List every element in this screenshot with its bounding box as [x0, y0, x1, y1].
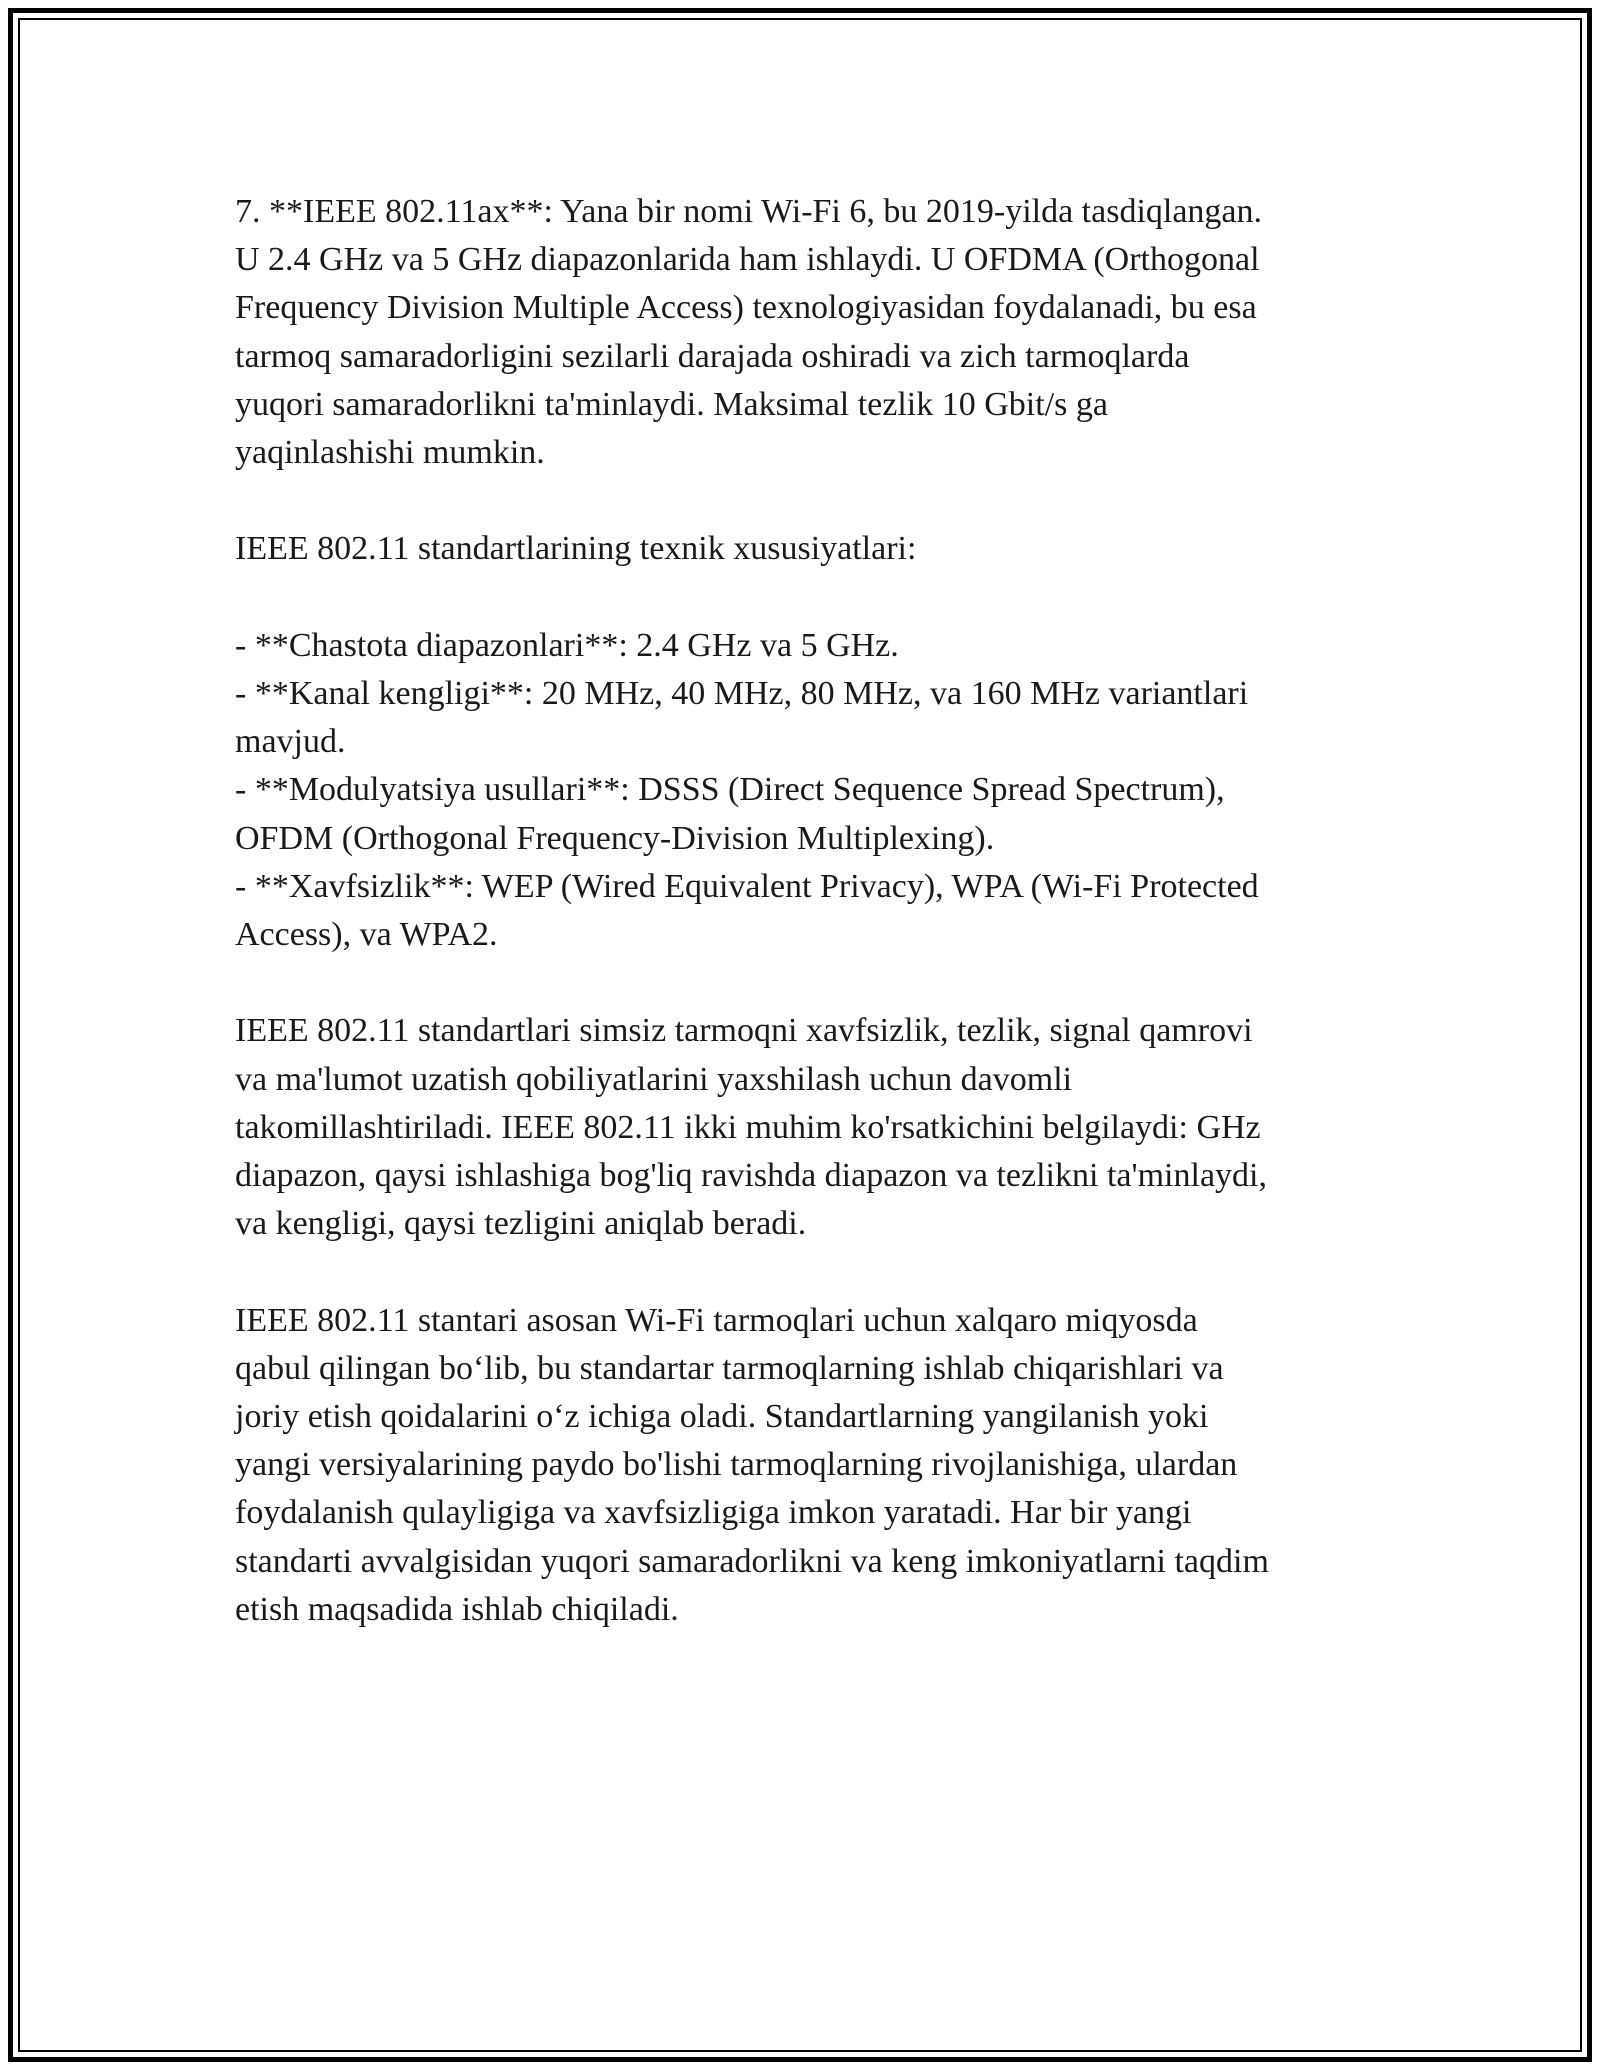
- text-line: IEEE 802.11 standartlari simsiz tarmoqni xavfsizlik, tezlik, signal qamrovi: [235, 1012, 1253, 1050]
- list-item: - **Chastota diapazonlari**: 2.4 GHz va 5 GHz.: [235, 626, 899, 664]
- list-item: - **Modulyatsiya usullari**: DSSS (Direct Sequence Spread Spectrum),: [235, 771, 1225, 809]
- paragraph-technical-features-heading: [235, 525, 1375, 573]
- text-line: yuqori samaradorlikni ta'minlaydi. Maksimal tezlik 10 Gbit/s ga: [235, 385, 1108, 423]
- text-line: 7. **IEEE 802.11ax**: Yana bir nomi Wi-Fi 6, bu 2019-yilda tasdiqlangan.: [235, 193, 1263, 230]
- document-body: [235, 188, 1375, 1682]
- paragraph-technical-features-list: [235, 622, 1375, 959]
- text-line: qabul qilingan boʻlib, bu standartar tarmoqlarning ishlab chiqarishlari va: [235, 1349, 1224, 1387]
- text-line: va ma'lumot uzatish qobiliyatlarini yaxshilash uchun davomli: [235, 1060, 1073, 1098]
- text-line: Frequency Division Multiple Access) texnologiyasidan foydalanadi, bu esa: [235, 289, 1257, 327]
- text-line: takomillashtiriladi. IEEE 802.11 ikki muhim ko'rsatkichini belgilaydi: GHz: [235, 1108, 1261, 1146]
- text-line: OFDM (Orthogonal Frequency-Division Multiplexing).: [235, 819, 995, 857]
- text-line: etish maqsadida ishlab chiqiladi.: [235, 1590, 679, 1628]
- text-line: foydalanish qulayligiga va xavfsizligiga imkon yaratadi. Har bir yangi: [235, 1494, 1192, 1532]
- paragraph-standards-improvement: [235, 1007, 1375, 1248]
- text-line: tarmoq samaradorligini sezilarli darajada oshiradi va zich tarmoqlarda: [235, 337, 1190, 375]
- text-line: diapazon, qaysi ishlashiga bog'liq ravishda diapazon va tezlikni ta'minlaydi,: [235, 1157, 1267, 1195]
- list-item: - **Kanal kengligi**: 20 MHz, 40 MHz, 80 MHz, va 160 MHz variantlari: [235, 675, 1249, 712]
- list-item: - **Xavfsizlik**: WEP (Wired Equivalent Privacy), WPA (Wi-Fi Protected: [235, 867, 1259, 905]
- text-line: IEEE 802.11 standartlarining texnik xususiyatlari:: [235, 530, 917, 568]
- text-line: joriy etish qoidalarini oʻz ichiga oladi. Standartlarning yangilanish yoki: [235, 1398, 1209, 1436]
- paragraph-ieee-802-11ax: [235, 188, 1375, 477]
- text-line: yangi versiyalarining paydo bo'lishi tarmoqlarning rivojlanishiga, ulardan: [235, 1446, 1238, 1484]
- text-line: standarti avvalgisidan yuqori samaradorlikni va keng imkoniyatlarni taqdim: [235, 1542, 1269, 1580]
- text-line: Access), va WPA2.: [235, 916, 498, 954]
- text-line: mavjud.: [235, 723, 346, 761]
- paragraph-international-standard: [235, 1297, 1375, 1634]
- text-line: va kengligi, qaysi tezligini aniqlab beradi.: [235, 1205, 807, 1243]
- text-line: U 2.4 GHz va 5 GHz diapazonlarida ham ishlaydi. U OFDMA (Orthogonal: [235, 241, 1260, 279]
- text-line: yaqinlashishi mumkin.: [235, 434, 545, 472]
- text-line: IEEE 802.11 stantari asosan Wi-Fi tarmoqlari uchun xalqaro miqyosda: [235, 1301, 1198, 1339]
